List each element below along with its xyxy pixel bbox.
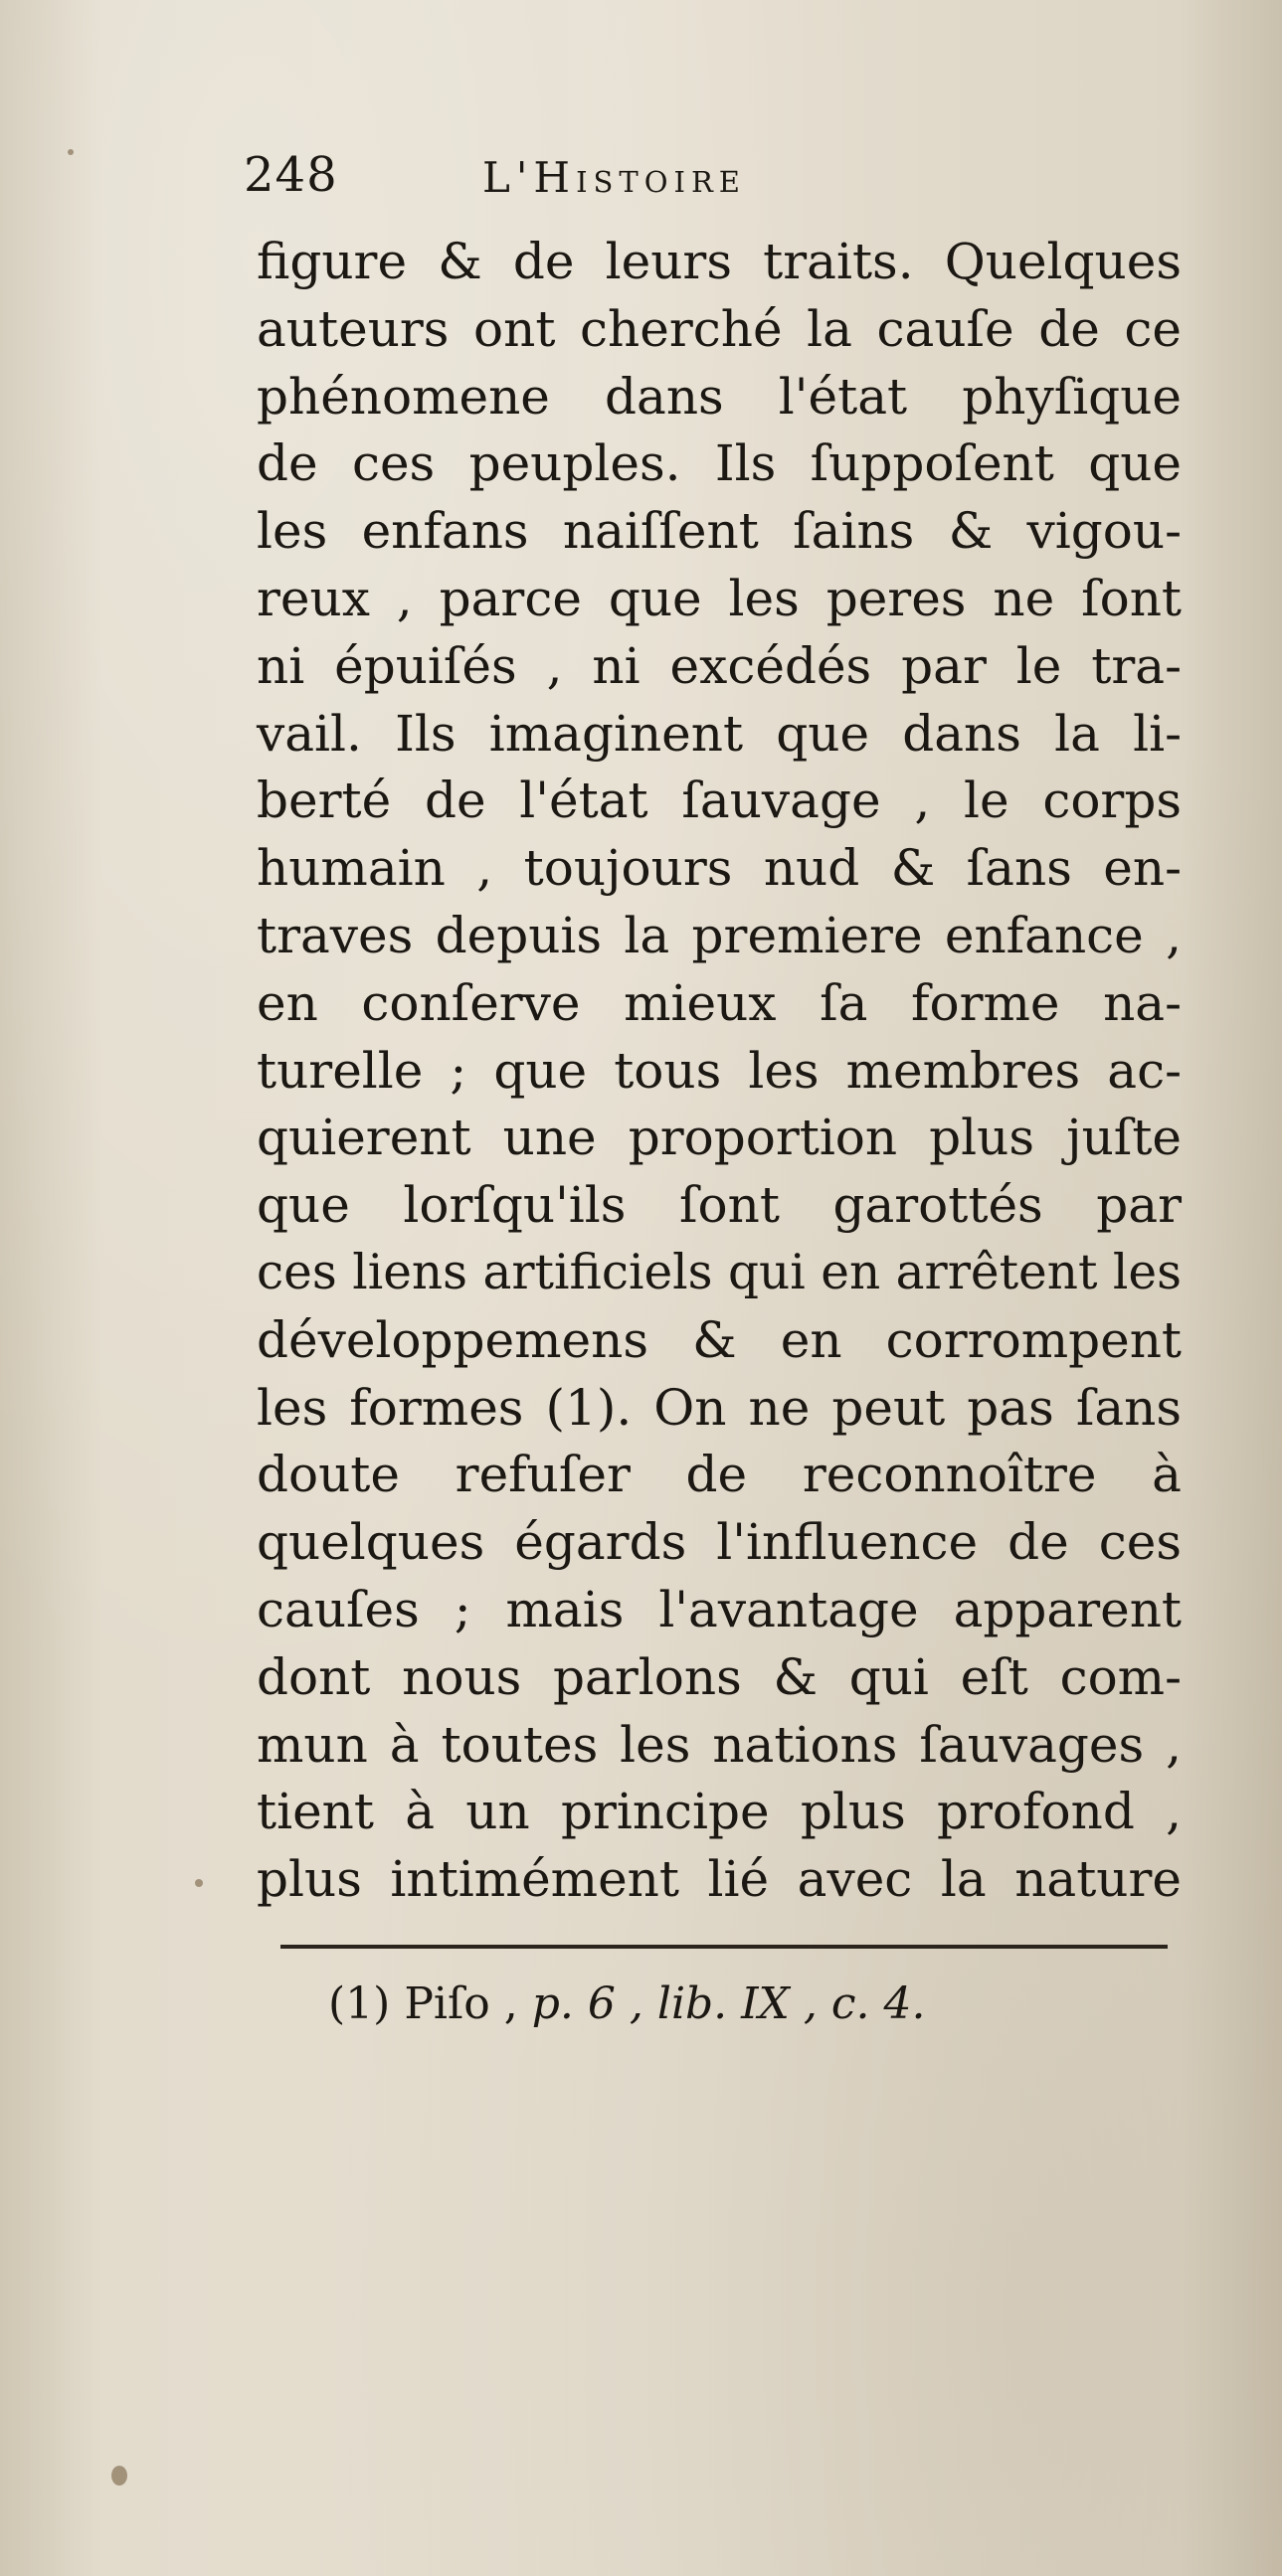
text-line: ces liens artificiels qui en arrêtent les <box>257 1244 1182 1300</box>
text-line: quierent une proportion plus juſte <box>257 1109 1182 1167</box>
text-line: reux , parce que les peres ne ſont <box>257 569 1182 627</box>
footnote-author: Piſo , <box>404 1978 518 2029</box>
text-line: figure & de leurs traits. Quelques <box>257 233 1182 290</box>
footnote-book-ref: lib. IX , <box>656 1978 818 2029</box>
text-line: vail. Ils imaginent que dans la li- <box>257 704 1182 763</box>
text-line: phénomene dans l'état phyſique <box>257 367 1182 426</box>
text-line: turelle ; que tous les membres ac- <box>257 1041 1182 1100</box>
text-line: développemens & en corrompent <box>257 1310 1182 1369</box>
text-line: tient à un principe plus profond , <box>257 1783 1182 1841</box>
footnote-marker: (1) <box>328 1978 391 2029</box>
text-line: plus intimément lié avec la nature <box>257 1850 1182 1909</box>
text-line: dont nous parlons & qui eſt com- <box>257 1647 1182 1706</box>
text-line: cauſes ; mais l'avantage apparent <box>257 1580 1182 1638</box>
footnote-chapter-ref: c. 4. <box>830 1978 926 2029</box>
body-text <box>257 229 1182 1914</box>
footnote-page-ref: p. 6 , <box>531 1978 643 2029</box>
paper-stain <box>68 149 74 155</box>
footnote-rule <box>280 1945 1168 1949</box>
text-line: ni épuiſés , ni excédés par le tra- <box>257 636 1182 695</box>
text-line: auteurs ont cherché la cauſe de ce <box>257 299 1182 358</box>
text-line: en conſerve mieux ſa forme na- <box>257 973 1182 1032</box>
text-line: mun à toutes les nations ſauvages , <box>257 1715 1182 1774</box>
text-line: berté de l'état ſauvage , le corps <box>257 772 1182 830</box>
text-line: traves depuis la premiere enfance , <box>257 906 1182 964</box>
paper-stain <box>111 2466 127 2486</box>
text-line: doute refuſer de reconnoître à <box>257 1446 1182 1504</box>
page-header <box>244 147 960 217</box>
footnote <box>328 1978 925 2029</box>
text-line: que lorſqu'ils ſont garottés par <box>257 1176 1182 1235</box>
text-line: de ces peuples. Ils ſuppoſent que <box>257 434 1182 493</box>
paper-stain <box>195 1879 203 1887</box>
page-number: 248 <box>244 147 338 203</box>
text-line: quelques égards l'influence de ces <box>257 1513 1182 1572</box>
text-line: les enfans naiſſent ſains & vigou- <box>257 502 1182 561</box>
running-head: L'Histoire <box>482 153 746 202</box>
text-line: humain , toujours nud & ſans en- <box>257 839 1182 898</box>
text-line: les formes (1). On ne peut pas ſans <box>257 1378 1182 1437</box>
